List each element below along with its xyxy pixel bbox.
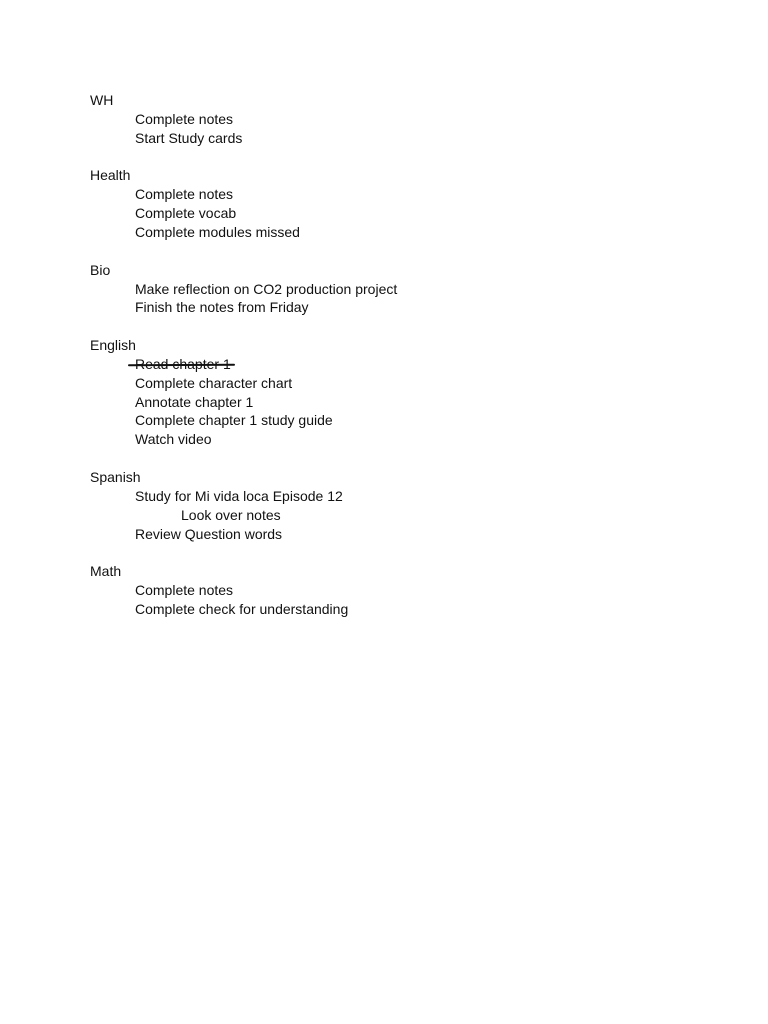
task-text: Complete modules missed (135, 223, 300, 240)
section-heading: English (90, 337, 136, 354)
task-text: Start Study cards (135, 129, 243, 146)
task-item (135, 204, 236, 222)
section-heading: Health (90, 167, 131, 184)
task-item (135, 487, 343, 505)
struck-task (135, 355, 231, 373)
task-text: Annotate chapter 1 (135, 393, 254, 410)
section-heading: WH (90, 92, 114, 108)
task-text: Complete character chart (135, 374, 293, 391)
task-item (135, 298, 309, 316)
task-text: Look over notes (181, 506, 281, 523)
task-text: Watch video (135, 431, 212, 448)
task-item (135, 129, 242, 147)
task-item (135, 374, 292, 392)
task-text: Complete chapter 1 study guide (135, 412, 333, 429)
task-item (135, 393, 253, 411)
task-text: Complete vocab (135, 205, 237, 222)
task-text: Complete notes (135, 110, 234, 127)
section-heading: Spanish (90, 469, 141, 485)
task-item (135, 110, 233, 128)
task-item (135, 411, 333, 429)
task-text: Study for Mi vida loca Episode 12 (135, 487, 343, 504)
task-item (135, 430, 212, 448)
task-text: Make reflection on CO2 production project (135, 280, 398, 297)
task-text: Complete notes (135, 186, 234, 203)
strikethrough-mark (128, 364, 235, 367)
task-item (135, 600, 348, 618)
task-item (135, 581, 233, 599)
task-subitem (181, 506, 281, 524)
task-item (135, 185, 233, 203)
task-text: Complete check for understanding (135, 600, 349, 617)
section-heading: Math (90, 563, 122, 580)
task-item (135, 525, 282, 543)
task-item (135, 280, 397, 298)
task-text: Review Question words (135, 525, 283, 542)
task-item (135, 355, 231, 373)
section-heading: Bio (90, 261, 111, 278)
task-text: Complete notes (135, 582, 234, 599)
task-text: Finish the notes from Friday (135, 299, 309, 316)
task-item (135, 223, 300, 241)
